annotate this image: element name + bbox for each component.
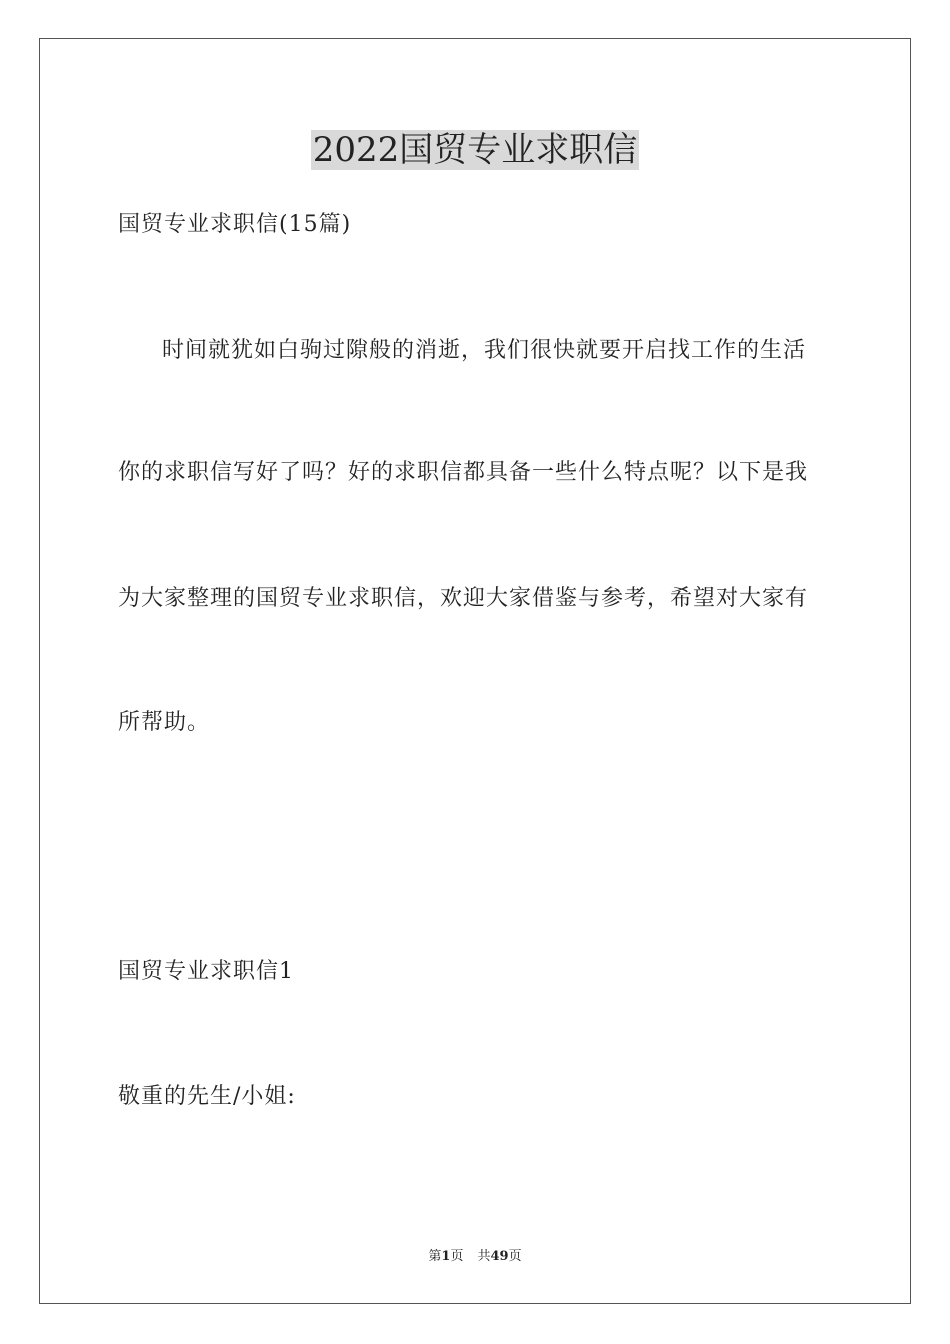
intro-line-3: 为大家整理的国贸专业求职信，欢迎大家借鉴与参考，希望对大家有 [118, 586, 809, 611]
intro-line-1: 时间就犹如白驹过隙般的消逝，我们很快就要开启找工作的生活 [162, 338, 807, 363]
footer-total-pages: 49 [490, 1249, 509, 1264]
footer-page-suffix: 页 [450, 1249, 464, 1264]
document-subtitle: 国贸专业求职信(15篇) [118, 212, 352, 237]
page-footer [0, 1248, 950, 1266]
intro-line-2: 你的求职信写好了吗？好的求职信都具备一些什么特点呢？以下是我 [118, 460, 809, 485]
footer-total-suffix: 页 [508, 1249, 522, 1264]
footer-total-prefix: 共 [477, 1249, 491, 1264]
document-title-text: 2022国贸专业求职信 [312, 130, 638, 170]
section-heading: 国贸专业求职信1 [118, 959, 294, 984]
salutation: 敬重的先生/小姐: [118, 1084, 296, 1109]
footer-page-number: 1 [441, 1249, 451, 1264]
intro-line-4: 所帮助。 [118, 710, 211, 735]
footer-page-prefix: 第 [428, 1249, 442, 1264]
document-title [0, 128, 950, 172]
